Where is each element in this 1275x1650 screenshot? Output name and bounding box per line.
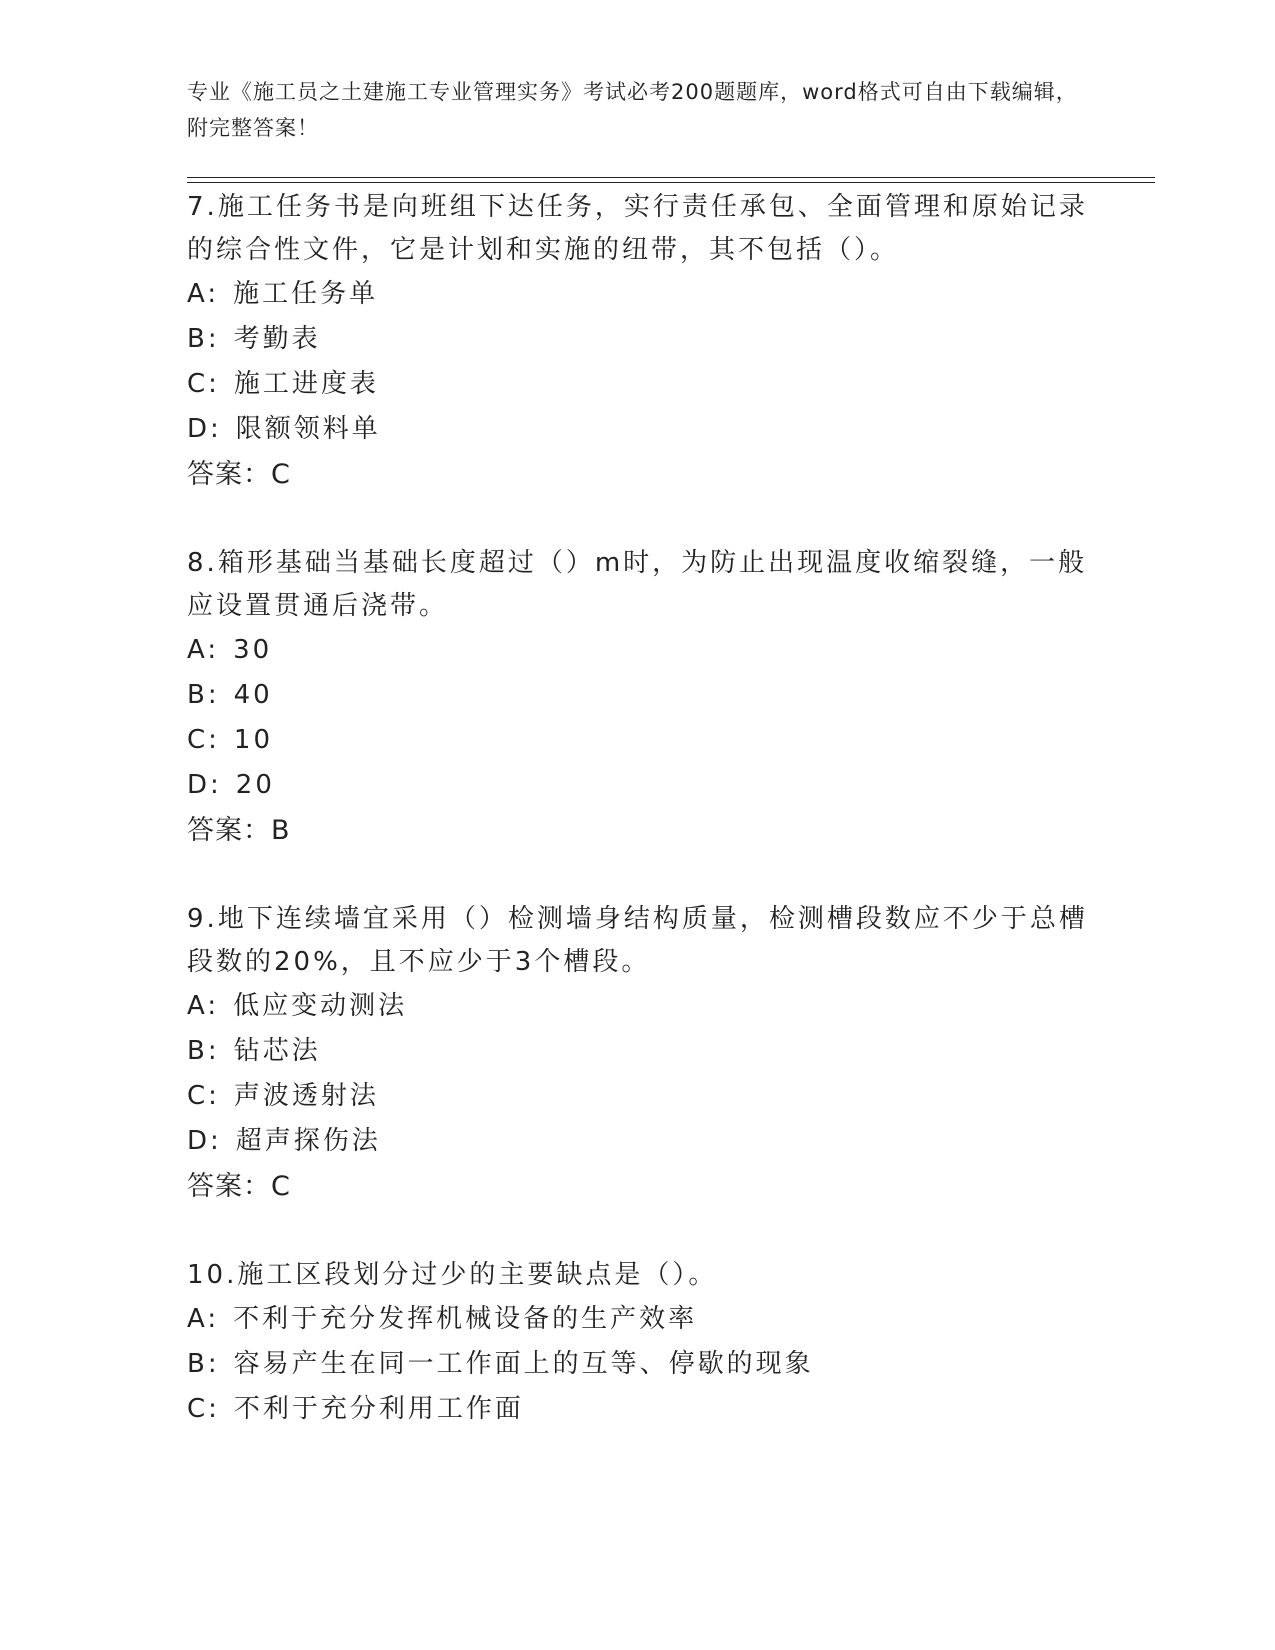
option-key: A: xyxy=(187,635,220,665)
option-text: 限额领料单 xyxy=(235,414,381,444)
option-key: A: xyxy=(187,991,220,1021)
question-list xyxy=(187,186,1107,1476)
option-text: 30 xyxy=(233,635,273,665)
option-b xyxy=(187,673,1107,718)
question-stem xyxy=(187,898,1107,984)
question-item xyxy=(187,542,1107,854)
question-stem xyxy=(187,1254,1107,1297)
option-key: A: xyxy=(187,1304,220,1334)
option-key: B: xyxy=(187,1349,220,1379)
option-key: C: xyxy=(187,725,220,755)
option-c xyxy=(187,362,1107,407)
question-number: 10. xyxy=(187,1260,238,1290)
header-divider-bottom xyxy=(187,182,1155,183)
option-key: D: xyxy=(187,1126,222,1156)
option-text: 20 xyxy=(235,770,275,800)
option-d xyxy=(187,407,1107,452)
option-text: 容易产生在同一工作面上的互等、停歇的现象 xyxy=(233,1349,814,1379)
option-text: 不利于充分利用工作面 xyxy=(233,1394,524,1424)
question-number: 7. xyxy=(187,192,218,222)
answer-line xyxy=(187,1164,1107,1210)
option-key: A: xyxy=(187,279,220,309)
option-text: 超声探伤法 xyxy=(235,1126,381,1156)
option-a xyxy=(187,1297,1107,1342)
option-c xyxy=(187,1387,1107,1432)
option-b xyxy=(187,317,1107,362)
answer-line xyxy=(187,808,1107,854)
question-stem xyxy=(187,186,1107,272)
option-text: 声波透射法 xyxy=(233,1081,379,1111)
option-b xyxy=(187,1029,1107,1074)
option-text: 施工进度表 xyxy=(233,369,379,399)
question-text: 施工任务书是向班组下达任务，实行责任承包、全面管理和原始记录的综合性文件，它是计划和实施的纽带，其不包括（）。 xyxy=(187,192,1088,265)
option-text: 钻芯法 xyxy=(233,1036,321,1066)
question-text: 施工区段划分过少的主要缺点是（）。 xyxy=(237,1260,718,1290)
question-number: 9. xyxy=(187,904,218,934)
header-intro-text: 专业《施工员之土建施工专业管理实务》考试必考200题题库，word格式可自由下载编辑，附完整答案！ xyxy=(187,80,1078,140)
answer-line xyxy=(187,452,1107,498)
option-c xyxy=(187,718,1107,763)
option-text: 不利于充分发挥机械设备的生产效率 xyxy=(233,1304,698,1334)
option-key: D: xyxy=(187,414,222,444)
option-a xyxy=(187,628,1107,673)
option-d xyxy=(187,763,1107,808)
question-number: 8. xyxy=(187,548,218,578)
question-stem xyxy=(187,542,1107,628)
option-text: 40 xyxy=(233,680,273,710)
question-item xyxy=(187,898,1107,1210)
answer-label: 答案： xyxy=(187,1171,271,1202)
option-key: B: xyxy=(187,324,220,354)
option-key: B: xyxy=(187,680,220,710)
option-b xyxy=(187,1342,1107,1387)
option-d xyxy=(187,1119,1107,1164)
option-c xyxy=(187,1074,1107,1119)
option-a xyxy=(187,984,1107,1029)
option-text: 低应变动测法 xyxy=(233,991,408,1021)
option-key: D: xyxy=(187,770,222,800)
question-item xyxy=(187,1254,1107,1432)
document-header xyxy=(187,74,1087,146)
option-a xyxy=(187,272,1107,317)
answer-value: C xyxy=(271,1171,290,1202)
answer-label: 答案： xyxy=(187,815,271,846)
answer-value: B xyxy=(271,815,290,846)
option-key: C: xyxy=(187,369,220,399)
option-text: 考勤表 xyxy=(233,324,321,354)
option-key: C: xyxy=(187,1394,220,1424)
option-text: 10 xyxy=(233,725,274,755)
option-text: 施工任务单 xyxy=(233,279,379,309)
answer-value: C xyxy=(271,459,290,490)
header-divider-top xyxy=(187,177,1155,178)
answer-label: 答案： xyxy=(187,459,271,490)
question-text: 箱形基础当基础长度超过（）m时，为防止出现温度收缩裂缝，一般应设置贯通后浇带。 xyxy=(187,548,1088,621)
option-key: C: xyxy=(187,1081,220,1111)
option-key: B: xyxy=(187,1036,220,1066)
question-text: 地下连续墙宜采用（）检测墙身结构质量，检测槽段数应不少于总槽段数的20%，且不应少于3个槽段。 xyxy=(187,904,1088,977)
question-item xyxy=(187,186,1107,498)
